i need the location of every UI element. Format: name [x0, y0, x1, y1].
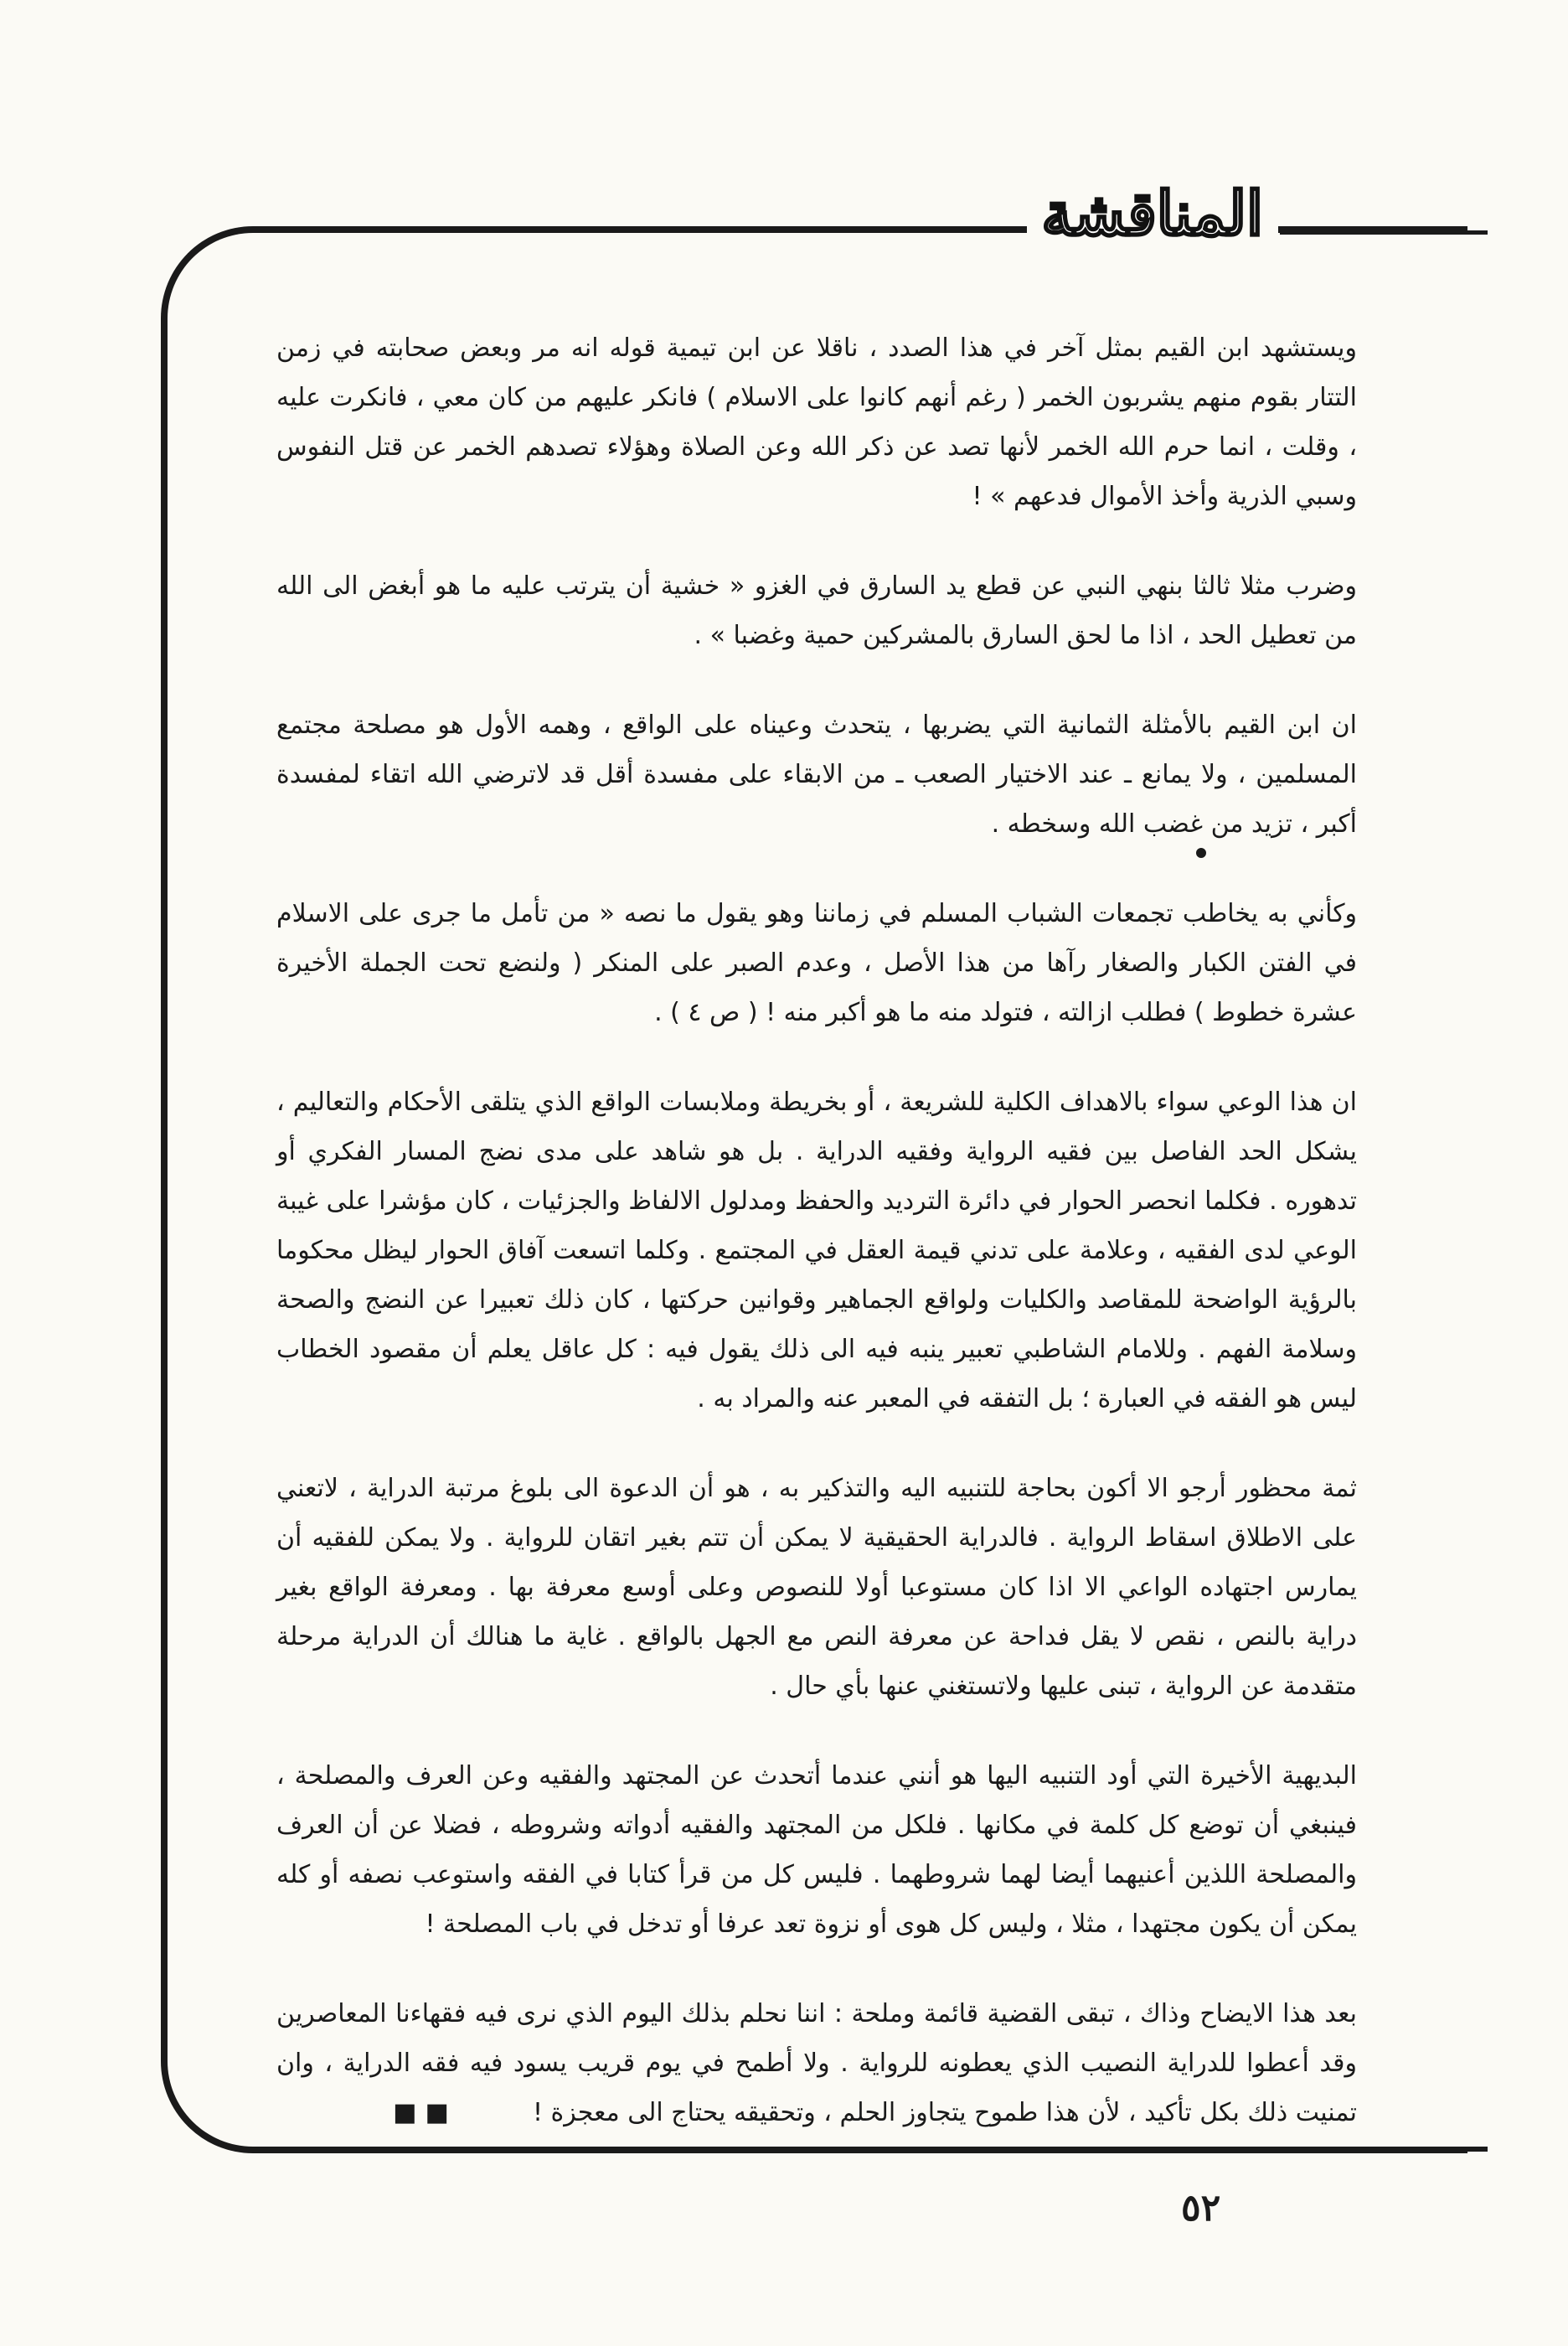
section-title: المناقشة	[1027, 178, 1278, 250]
paragraph-last	[276, 1989, 1357, 2137]
end-of-article-marks: ■■	[393, 2098, 457, 2127]
paragraph-text: بعد هذا الايضاح وذاك ، تبقى القضية قائمة وملحة : اننا نحلم بذلك اليوم الذي نرى فيه فقهاءنا المعاصرين وقد أعطوا للدراية النصيب الذي يعطونه للرواية . ولا أطمح في يوم قريب يسود فيه فقه الدراية ، وان تمنيت ذلك بكل تأكيد ، لأن هذا طموح يتجاوز الحلم ، وتحقيقه يحتاج الى معجزة !	[276, 1999, 1357, 2127]
page-number: ٥٢	[1181, 2187, 1221, 2230]
paragraph: ثمة محظور أرجو الا أكون بحاجة للتنبيه اليه والتذكير به ، هو أن الدعوة الى بلوغ مرتبة الدراية ، لاتعني على الاطلاق اسقاط الرواية . فالدراية الحقيقية لا يمكن أن تتم بغير اتقان للرواية . ولا يمكن للفقيه أن يمارس اجتهاده الواعي الا اذا كان مستوعبا أولا للنصوص وعلى أوسع معرفة بها . ومعرفة الواقع بغير دراية بالنص ، نقص لا يقل فداحة عن معرفة النص مع الجهل بالواقع . غاية ما هنالك أن الدراية مرحلة متقدمة عن الرواية ، تبنى عليها ولاتستغني عنها بأي حال .	[276, 1474, 1357, 1701]
article-body	[276, 323, 1357, 2178]
paragraph: وكأني به يخاطب تجمعات الشباب المسلم في زماننا وهو يقول ما نصه « من تأمل ما جرى على الاسلام في الفتن الكبار والصغار رآها من هذا الأصل ، وعدم الصبر على المنكر ( ولنضع تحت الجملة الأخيرة عشرة خطوط ) فطلب ازالته ، فتولد منه ما هو أكبر منه ! ( ص ٤ ) .	[276, 899, 1357, 1027]
paragraph: وضرب مثلا ثالثا بنهي النبي عن قطع يد السارق في الغزو « خشية أن يترتب عليه ما هو أبغض الى الله من تعطيل الحد ، اذا ما لحق السارق بالمشركين حمية وغضبا » .	[276, 571, 1357, 650]
paragraph: البديهية الأخيرة التي أود التنبيه اليها هو أنني عندما أتحدث عن المجتهد والفقيه وعن العرف والمصلحة ، فينبغي أن توضع كل كلمة في مكانها . فلكل من المجتهد والفقيه أدواته وشروطه ، فضلا عن أن العرف والمصلحة اللذين أعنيهما أيضا لهما شروطهما . فليس كل من قرأ كتابا في الفقه واستوعب نصفه أو كله يمكن أن يكون مجتهدا ، مثلا ، وليس كل هوى أو نزوة تعد عرفا أو تدخل في باب المصلحة !	[276, 1761, 1357, 1939]
paragraph: ان ابن القيم بالأمثلة الثمانية التي يضربها ، يتحدث وعيناه على الواقع ، وهمه الأول هو مصلحة مجتمع المسلمين ، ولا يمانع ـ عند الاختيار الصعب ـ من الابقاء على مفسدة أقل قد لاترضي الله اتقاء لمفسدة أكبر ، تزيد من غضب الله وسخطه .	[276, 711, 1357, 839]
header-rule	[1280, 230, 1488, 235]
paragraph: ان هذا الوعي سواء بالاهداف الكلية للشريعة ، أو بخريطة وملابسات الواقع الذي يتلقى الأحكام والتعاليم ، يشكل الحد الفاصل بين فقيه الرواية وفقيه الدراية . بل هو شاهد على مدى نضج المسار الفكري أو تدهوره . فكلما انحصر الحوار في دائرة الترديد والحفظ ومدلول الالفاظ والجزئيات ، كان مؤشرا على غيبة الوعي لدى الفقيه ، وعلامة على تدني قيمة العقل في المجتمع . وكلما اتسعت آفاق الحوار ليظل محكوما بالرؤية الواضحة للمقاصد والكليات ولواقع الجماهير وقوانين حركتها ، كان ذلك تعبيرا عن النضج والصحة وسلامة الفهم . وللامام الشاطبي تعبير ينبه فيه الى ذلك يقول فيه : كل عاقل يعلم أن مقصود الخطاب ليس هو الفقه في العبارة ؛ بل التفقه في المعبر عنه والمراد به .	[276, 1088, 1357, 1413]
paragraph: ويستشهد ابن القيم بمثل آخر في هذا الصدد ، ناقلا عن ابن تيمية قوله انه مر وبعض صحابته في زمن التتار بقوم منهم يشربون الخمر ( رغم أنهم كانوا على الاسلام ) فانكر عليهم من كان معي ، فانكرت عليه ، وقلت ، انما حرم الله الخمر لأنها تصد عن ذكر الله وعن الصلاة وهؤلاء تصدهم الخمر عن قتل النفوس وسبي الذرية وأخذ الأموال فدعهم » !	[276, 333, 1357, 511]
